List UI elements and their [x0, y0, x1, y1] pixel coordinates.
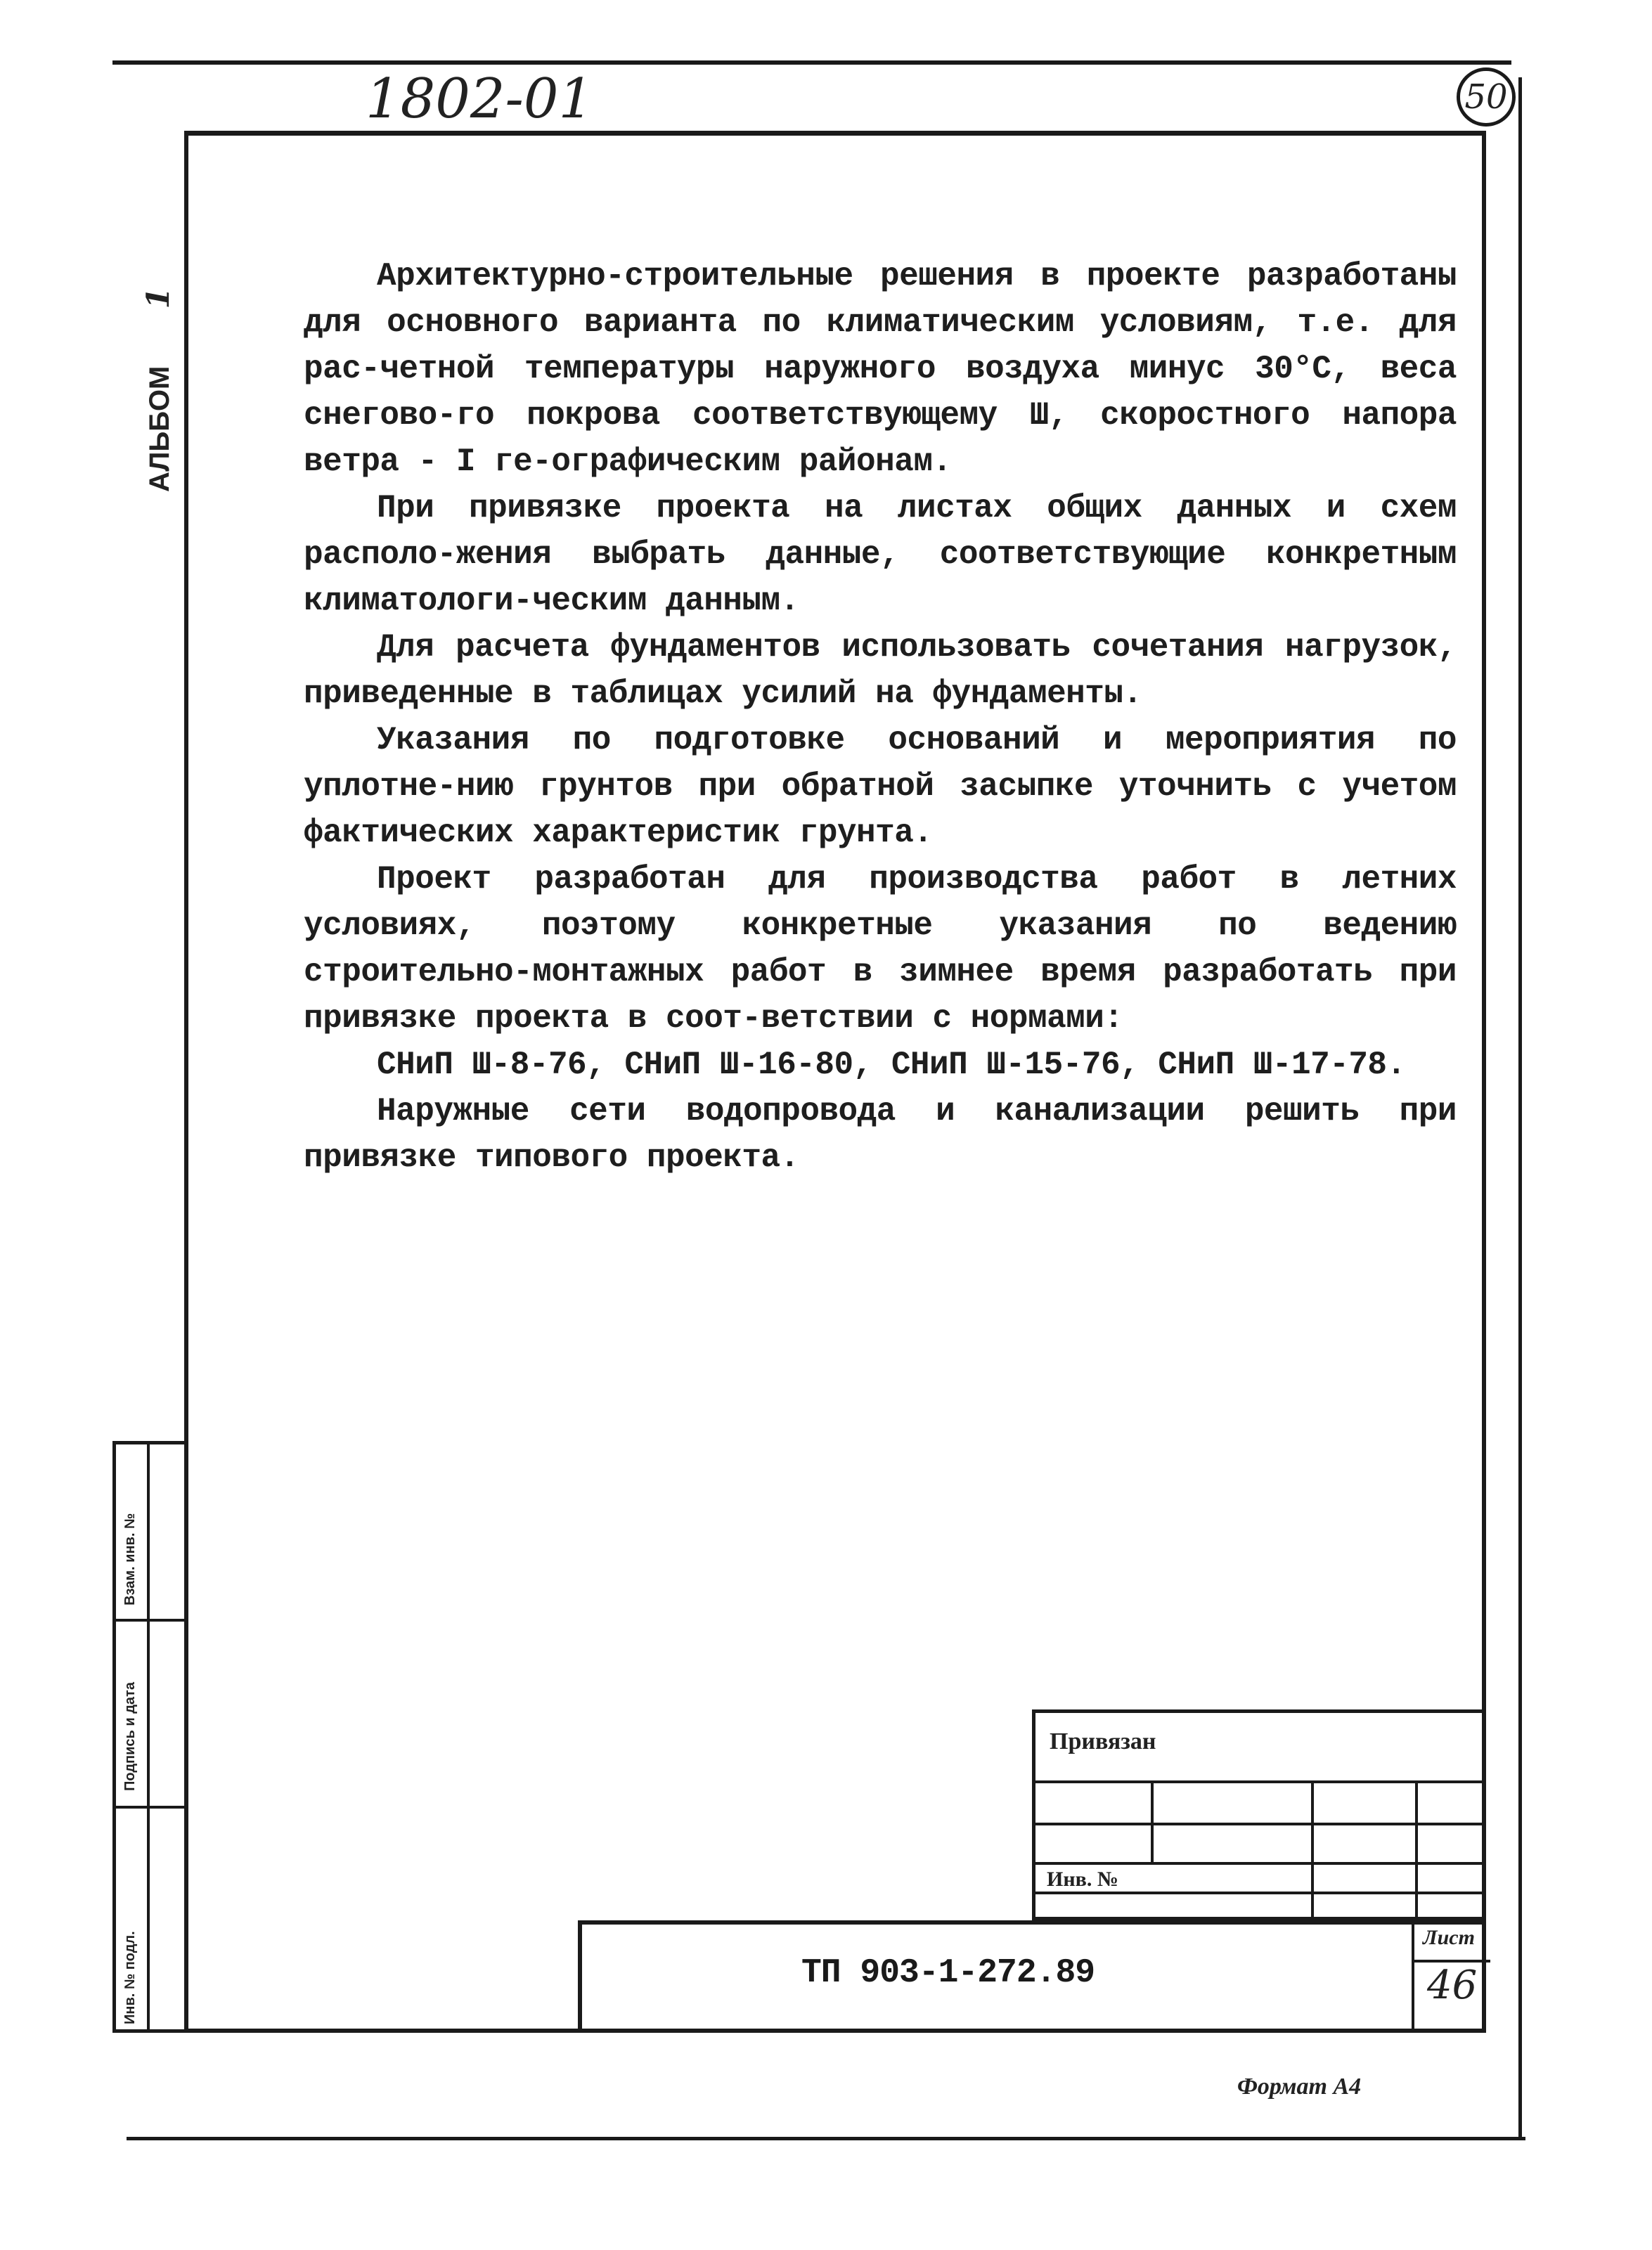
- paragraph: Указания по подготовке оснований и мероприятия по уплотне-нию грунтов при обратной засыпке уточнить с учетом фактических характеристик грунта.: [304, 722, 1457, 851]
- paragraph: При привязке проекта на листах общих данных и схем располо-жения выбрать данные, соответствующие конкретным климатологи-ческим данным.: [304, 490, 1457, 619]
- album-label-text: АЛЬБОМ: [144, 366, 175, 492]
- format-label: Формат А4: [1237, 2074, 1362, 2100]
- stamp-label-replace: Взам. инв. №: [122, 1513, 138, 1605]
- album-label: [141, 287, 176, 492]
- album-number: 1: [141, 287, 176, 309]
- handwritten-document-number: 1802-01: [366, 67, 594, 131]
- paragraph: Архитектурно-строительные решения в проекте разработаны для основного варианта по климатическим условиям, т.е. для рас-четной температуры наружного воздуха минус 30°С, веса снегово-го покрова соответствующему Ш, скоростного напора ветра - I ге-ографическим районам.: [304, 258, 1457, 480]
- stamp-label-signature: Подпись и дата: [122, 1682, 138, 1791]
- binding-col-line: [1415, 1780, 1418, 1921]
- binding-row-line: [1035, 1780, 1485, 1783]
- page-number: 50: [1464, 77, 1508, 117]
- binding-col-line: [1311, 1780, 1314, 1921]
- stamp-divider: [116, 1619, 185, 1622]
- document-body: [304, 253, 1457, 1181]
- document-code: ТП 903-1-272.89: [801, 1954, 1095, 1992]
- paragraph: Для расчета фундаментов использовать сочетания нагрузок, приведенные в таблицах усилий на фундаменты.: [304, 629, 1457, 712]
- paragraph: Проект разработан для производства работ в летних условиях, поэтому конкретные указания по ведению строительно-монтажных работ в зимнее время разработать при привязке проекта в соот-ветствии с нормами:: [304, 861, 1457, 1037]
- stamp-divider: [147, 1444, 150, 2029]
- binding-row-line: [1035, 1892, 1485, 1894]
- paragraph: Наружные сети водопровода и канализации решить при привязке типового проекта.: [304, 1093, 1457, 1176]
- binding-table: [1032, 1709, 1486, 1920]
- binding-row-line: [1035, 1823, 1485, 1825]
- page-number-circle: [1457, 67, 1516, 127]
- stamp-label-inv: Инв. № подл.: [122, 1931, 138, 2024]
- title-block-divider: [1412, 1925, 1414, 2030]
- top-rule: [112, 60, 1511, 65]
- binding-row-line: [1035, 1862, 1485, 1865]
- inv-label: Инв. №: [1047, 1868, 1118, 1891]
- bottom-rule: [127, 2137, 1525, 2140]
- stamp-divider: [116, 1806, 185, 1809]
- outer-right-rule: [1518, 77, 1522, 2140]
- norms-list: СНиП Ш-8-76, СНиП Ш-16-80, СНиП Ш-15-76, СНиП Ш-17-78.: [377, 1047, 1406, 1083]
- sheet-label: Лист: [1423, 1926, 1475, 1949]
- sheet-number: 46: [1427, 1963, 1478, 2008]
- binding-col-line: [1151, 1780, 1154, 1863]
- binding-label: Привязан: [1050, 1728, 1156, 1754]
